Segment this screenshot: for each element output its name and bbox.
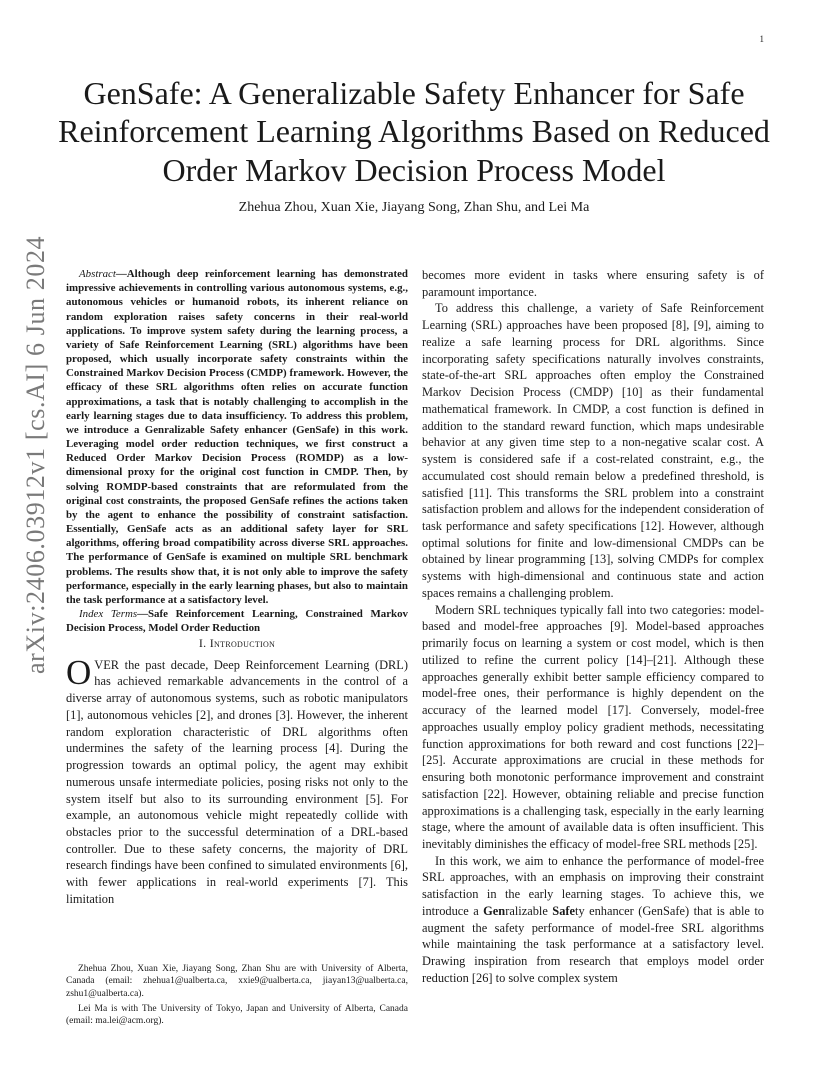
intro-paragraph-1-continued: becomes more evident in tasks where ensuring safety is of paramount importance.: [422, 268, 764, 299]
intro-paragraph-4: [422, 853, 764, 987]
intro-first-word: VER: [94, 657, 120, 672]
intro-paragraph-3: Modern SRL techniques typically fall into two categories: model-based and model-free approaches [9]. Model-based approaches primarily focus on learning a system or cost model, which is then utilized to refine the current policy [14]–[21]. Although these approaches generally exhibit better sample efficiency compared to model-free ones, their performance is highly dependent on the accuracy of the learned model [17]. Conversely, model-free approaches usually employ policy gradient methods, necessitating function approximations for both reward and cost functions [22]–[25]. Accurate approximations are crucial in these methods for ensuring both monotonic performance improvement and constraint satisfaction [22]. However, obtaining reliable and precise function approximations is a challenging task, especially in the early learning stage, where the amount of available data is often insufficient. This inevitably diminishes the efficacy of model-free SRL methods [25].: [422, 602, 764, 851]
page-number: 1: [759, 34, 764, 44]
intro-paragraph-4-text-b: ralizable: [505, 903, 553, 918]
gensafe-acronym-safe: Safe: [552, 903, 576, 918]
section-numeral: I.: [198, 636, 207, 651]
abstract-text: —Although deep reinforcement learning has demonstrated impressive achievements in controlling various autonomous systems, e.g., autonomous vehicles or humanoid robots, its inherent reliance on random exploration raises safety concerns in their real-world applications. To improve system safety during the learning process, a variety of Safe Reinforcement Learning (SRL) algorithms have been proposed, which usually incorporate safety constraints within the Constrained Markov Decision Process (CMDP) framework. However, the efficacy of these SRL algorithms often relies on accurate function approximations, a task that is notably challenging to accomplish in the early learning stages due to data insufficiency. To address this problem, we introduce a Genralizable Safety enhancer (GenSafe) in this work. Leveraging model order reduction techniques, we first construct a Reduced Order Markov Decision Process (ROMDP) as a low-dimensional proxy for the original cost function in CMDP. Then, by solving ROMDP-based constraints that are reformulated from the original cost constraints, the proposed GenSafe refines the actions taken by the agent to enhance the possibility of constraint satisfaction. Essentially, GenSafe acts as an additional safety layer for SRL algorithms, offering broad compatibility across diverse SRL approaches. The performance of GenSafe is examined on multiple SRL benchmark problems. The results show that, it is not only able to improve the safety performance, especially in the early learning phases, but also to maintain the task performance at a satisfactory level.: [66, 268, 408, 606]
right-column: [422, 267, 764, 987]
intro-paragraph-1-text: the past decade, Deep Reinforcement Learning (DRL) has achieved remarkable advancements in the control of a diverse array of autonomous systems, such as robotic manipulators [1], autonomous vehicles [2], and drones [3]. However, the inherent random exploration characteristic of DRL algorithms often undermines the safety of the learning process [4]. During the progression towards an optimal policy, the agent may exhibit numerous unsafe intermediate policies, posing risks not only to the system itself but also to its surrounding environment [5]. For example, an autonomous vehicle might repeatedly collide with obstacles prior to the successful determination of a DRL-based controller. Due to these safety concerns, the majority of DRL research findings have been confined to simulated environments [6], with fewer applications in real-world experiments [7]. This limitation: [66, 657, 408, 906]
section-title: Introduction: [209, 636, 276, 651]
intro-paragraph-4-text-a: In this work, we aim to enhance the performance of model-free SRL approaches, with an emphasis on improving their constraint satisfaction in the early learning stages. To achieve this, we introduce a: [422, 853, 764, 918]
author-list: Zhehua Zhou, Xuan Xie, Jiayang Song, Zhan Shu, and Lei Ma: [238, 200, 590, 215]
arxiv-identifier-stamp: arXiv:2406.03912v1 [cs.AI] 6 Jun 2024: [21, 235, 50, 674]
gensafe-acronym-gen: Gen: [483, 903, 506, 918]
intro-paragraph-2: To address this challenge, a variety of Safe Reinforcement Learning (SRL) approaches have been proposed [8], [9], aiming to realize a safe learning process for DRL algorithms. Since incorporating safety specifications naturally involves constraints, state-of-the-art SRL approaches often employ the Constrained Markov Decision Process (CMDP) [10] as their fundamental mathematical framework. In CMDP, a cost function is defined in addition to the standard reward function, which maps undesirable behavior at any given time step to a non-negative scalar cost. A system is considered safe if a cost-related constraint, e.g., the accumulated cost should remain below a predefined threshold, is satisfied [11]. This transforms the SRL problem into a constraint satisfaction problem and allows for the independent consideration of task performance and safety specifications [12]. However, although optimal solutions for finite and low-dimensional CMDPs can be obtained by linear programming [13], solving CMDPs for complex systems with high-dimensional and continuous state and action spaces remains a challenging problem.: [422, 301, 764, 600]
intro-paragraph-4-text-c: ty enhancer (GenSafe) that is able to augment the safety performance of model-free SRL algorithms while maintaining the task performance at a satisfactory level. Drawing inspiration from research that employs model order reduction [26] to solve complex system: [422, 903, 765, 985]
footnotes: [66, 963, 408, 1031]
index-terms: [66, 607, 408, 635]
index-terms-lead: Index Terms: [79, 608, 138, 621]
left-column: [66, 267, 408, 908]
footnote-lei-ma: Lei Ma is with The University of Tokyo, Japan and University of Alberta, Canada (email: ma.lei@acm.org).: [66, 1004, 408, 1027]
abstract: [66, 267, 408, 607]
intro-paragraph-1: [66, 652, 408, 908]
paper-title: GenSafe: A Generalizable Safety Enhancer for Safe Reinforcement Learning Algorithms Based on Reduced Order Markov Decision Process Model: [58, 75, 770, 188]
abstract-lead: Abstract: [79, 268, 116, 280]
section-heading-introduction: [66, 635, 408, 651]
drop-cap: O: [66, 652, 92, 692]
footnote-affiliations: Zhehua Zhou, Xuan Xie, Jiayang Song, Zhan Shu are with University of Alberta, Canada (email: zhehua1@ualberta.ca, xxie9@ualberta.ca, jiayan13@ualberta.ca, zshu1@ualberta.ca).: [66, 964, 408, 999]
index-terms-text: —Safe Reinforcement Learning, Constrained Markov Decision Process, Model Order Reduction: [66, 608, 408, 635]
